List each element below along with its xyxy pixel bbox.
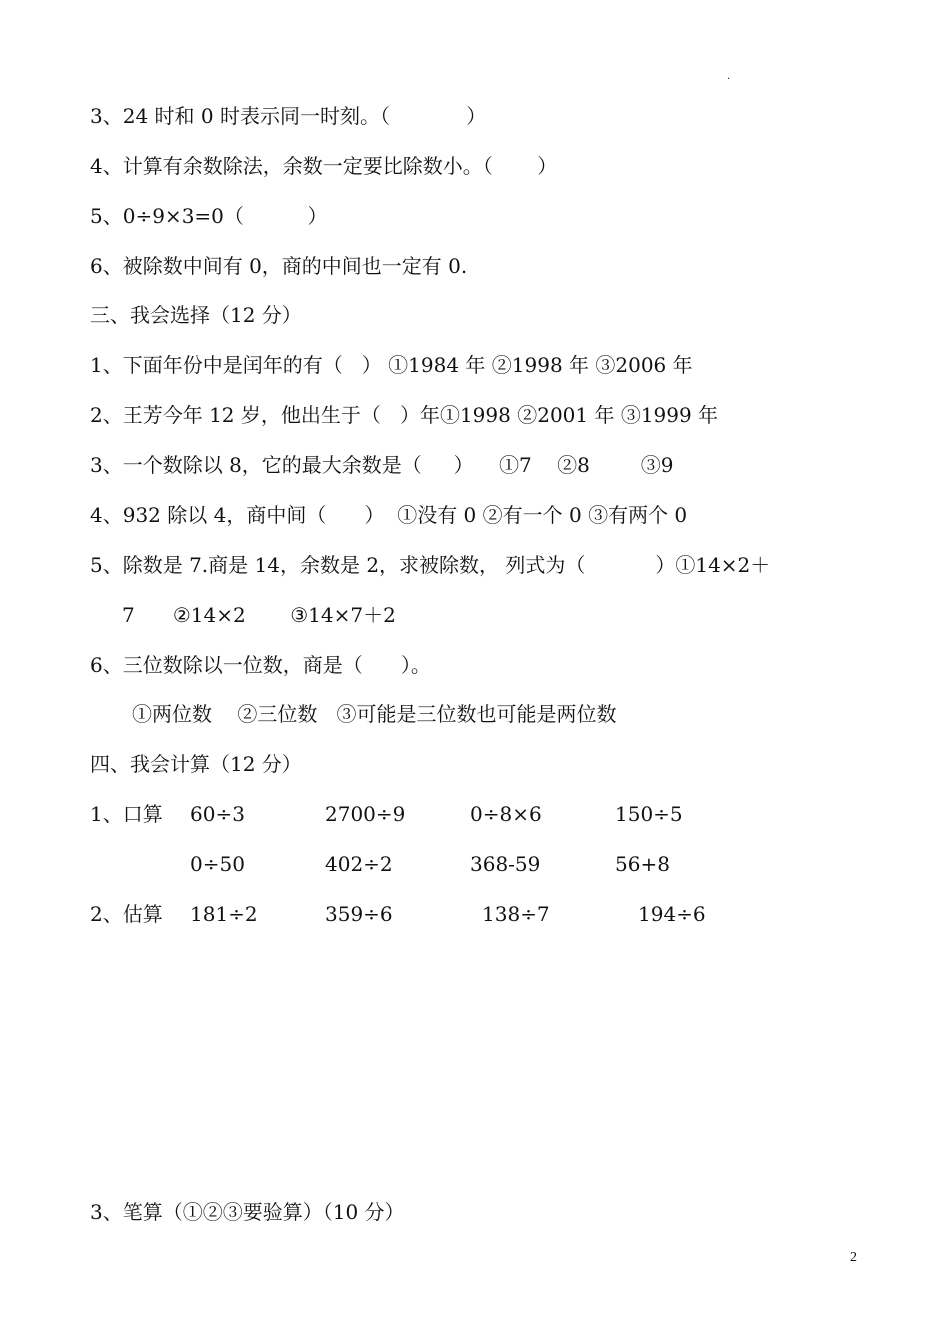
oral-calc-item: 56+8 (615, 852, 670, 876)
judge-item-3: 3、24 时和 0 时表示同一时刻。（ ） (90, 104, 487, 128)
estimate-item: 359÷6 (325, 902, 393, 926)
estimate-label: 2、估算 (90, 902, 163, 926)
oral-calc-item: 0÷8×6 (470, 802, 542, 826)
oral-calc-item: 368-59 (470, 852, 541, 876)
choice-item-4: 4、932 除以 4，商中间（ ） ①没有 0 ②有一个 0 ③有两个 0 (90, 503, 688, 527)
top-mark: . (727, 71, 731, 82)
choice-item-6-options: ①两位数 ②三位数 ③可能是三位数也可能是两位数 (132, 702, 617, 726)
oral-calc-item: 0÷50 (190, 852, 245, 876)
estimate-item: 138÷7 (482, 902, 550, 926)
written-calc-label: 3、笔算（①②③要验算）（10 分） (90, 1200, 405, 1224)
estimate-item: 194÷6 (638, 902, 706, 926)
choice-item-3: 3、一个数除以 8，它的最大余数是（ ） ①7 ②8 ③9 (90, 453, 674, 477)
estimate-item: 181÷2 (190, 902, 258, 926)
oral-calc-item: 60÷3 (190, 802, 245, 826)
choice-item-6: 6、三位数除以一位数，商是（ ）。 (90, 653, 431, 677)
oral-calc-label: 1、口算 (90, 802, 163, 826)
judge-item-5: 5、0÷9×3=0（ ） (90, 204, 328, 228)
choice-item-2: 2、王芳今年 12 岁，他出生于（ ）年①1998 ②2001 年 ③1999 年 (90, 403, 719, 427)
oral-calc-item: 150÷5 (615, 802, 683, 826)
section-4-title: 四、我会计算（12 分） (90, 752, 302, 776)
oral-calc-item: 2700÷9 (325, 802, 406, 826)
judge-item-4: 4、计算有余数除法，余数一定要比除数小。（ ） (90, 154, 558, 178)
page-number: 2 (850, 1250, 857, 1265)
oral-calc-item: 402÷2 (325, 852, 393, 876)
judge-item-6: 6、被除数中间有 0，商的中间也一定有 0. (90, 254, 468, 278)
choice-item-5: 5、除数是 7.商是 14，余数是 2，求被除数， 列式为（ ）①14×2＋ (90, 553, 771, 577)
section-3-title: 三、我会选择（12 分） (90, 303, 302, 327)
choice-item-1: 1、下面年份中是闰年的有（ ） ①1984 年 ②1998 年 ③2006 年 (90, 353, 693, 377)
choice-item-5-continued: 7 ②14×2 ③14×7＋2 (122, 603, 396, 627)
